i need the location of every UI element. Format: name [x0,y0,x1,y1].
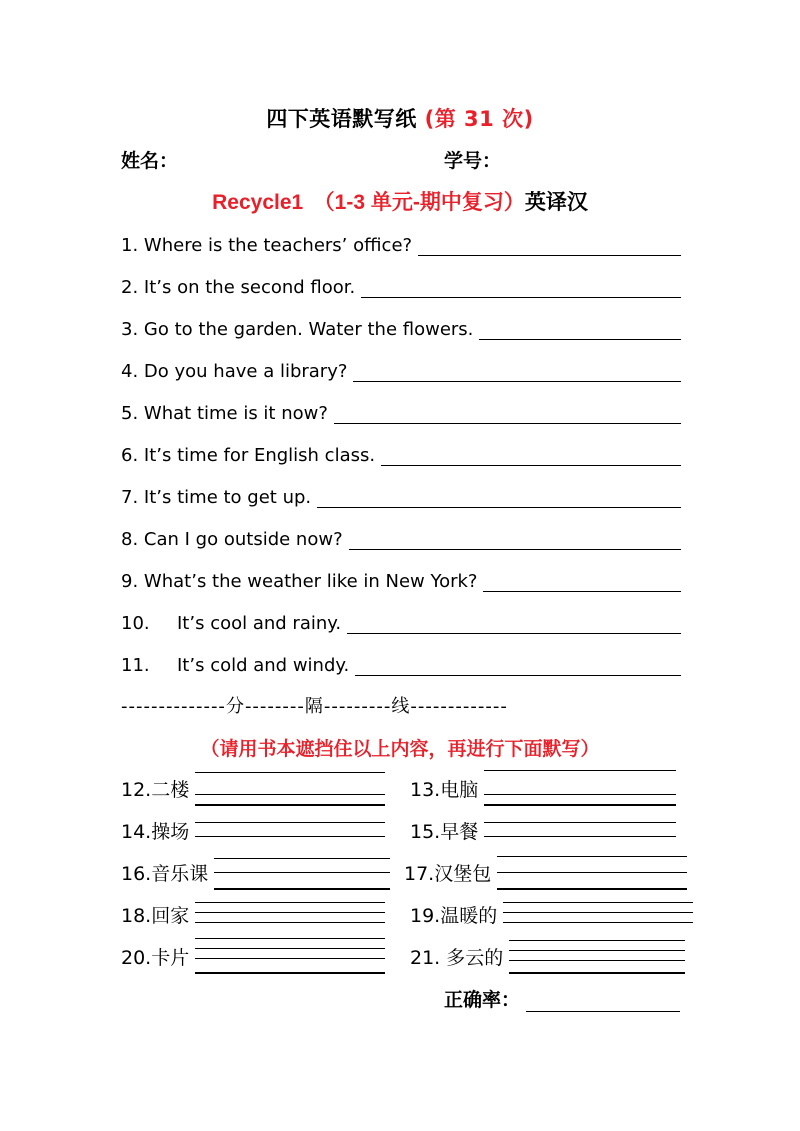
question-row-7 [121,482,681,508]
section-title-red: Recycle1 （1-3 单元-期中复习） [212,191,525,214]
question-text: It’s cool and rainy. [177,613,342,634]
question-row-10 [121,608,681,634]
vocab-item-20 [121,934,385,978]
accuracy-row [444,986,680,1012]
question-text: It’s time for English class. [143,445,376,466]
title-main: 四下英语默写纸 [266,107,417,131]
answer-lines[interactable] [484,766,676,810]
answer-line[interactable] [349,529,681,550]
vocab-label: 21. 多云的 [410,946,504,969]
section-title-black: 英译汉 [524,190,588,214]
title-suffix: (第 31 次) [424,107,534,131]
question-text: It’s cold and windy. [177,655,350,676]
question-row-5 [121,398,681,424]
answer-lines[interactable] [484,808,676,852]
question-number: 5. [121,403,139,424]
student-id-label: 学号： [444,150,502,172]
vocab-label: 19.温暖的 [410,904,498,927]
question-number: 7. [121,487,139,508]
question-text: What’s the weather like in New York? [143,571,478,592]
question-number: 2. [121,277,139,298]
accuracy-label: 正确率： [444,989,521,1011]
question-text: Where is the teachers’ office? [143,235,413,256]
question-text: Can I go outside now? [143,529,343,550]
vocab-label: 13.电脑 [410,778,479,801]
section-title [0,186,800,216]
vocab-label: 16.音乐课 [121,862,209,885]
answer-line[interactable] [479,319,681,340]
question-row-11 [121,650,681,676]
divider-char-fen: 分 [225,696,245,717]
answer-line[interactable] [347,613,681,634]
question-row-3 [121,314,681,340]
vocab-label: 15.早餐 [410,820,479,843]
vocab-item-18 [121,892,385,936]
divider-char-xian: 线 [391,696,411,717]
question-number: 4. [121,361,139,382]
answer-lines[interactable] [195,892,385,936]
question-number: 8. [121,529,139,550]
answer-line[interactable] [317,487,681,508]
question-text: Go to the garden. Water the flowers. [143,319,474,340]
vocab-item-17 [404,850,687,894]
answer-line[interactable] [381,445,681,466]
vocab-item-14 [121,808,385,852]
question-number: 3. [121,319,139,340]
vocab-item-12 [121,766,385,810]
answer-line[interactable] [483,571,681,592]
accuracy-input-line[interactable] [526,991,680,1012]
vocab-label: 18.回家 [121,904,190,927]
vocab-item-13 [410,766,676,810]
answer-lines[interactable] [195,766,385,810]
page-title [0,103,800,133]
answer-lines[interactable] [214,850,390,894]
question-text: Do you have a library? [143,361,348,382]
question-row-8 [121,524,681,550]
vocab-label: 17.汉堡包 [404,862,492,885]
question-number: 10. [121,613,150,634]
vocab-label: 20.卡片 [121,946,190,969]
question-row-2 [121,272,681,298]
answer-lines[interactable] [195,934,385,978]
answer-line[interactable] [355,655,681,676]
question-text: It’s on the second floor. [143,277,356,298]
question-row-4 [121,356,681,382]
question-number: 6. [121,445,139,466]
vocab-item-16 [121,850,390,894]
answer-line[interactable] [353,361,681,382]
question-text: What time is it now? [143,403,328,424]
question-row-9 [121,566,681,592]
question-text: It’s time to get up. [143,487,312,508]
name-label: 姓名： [121,150,179,172]
vocab-item-15 [410,808,676,852]
divider-char-ge: 隔 [304,696,324,717]
question-number: 9. [121,571,139,592]
vocab-label: 14.操场 [121,820,190,843]
answer-lines[interactable] [503,892,693,936]
answer-lines[interactable] [195,808,385,852]
question-row-1 [121,230,681,256]
vocab-item-21 [410,934,685,978]
answer-line[interactable] [361,277,681,298]
vocab-item-19 [410,892,693,936]
answer-lines[interactable] [509,934,685,978]
question-number: 11. [121,655,150,676]
cut-divider-line: --------------分--------隔---------线------------- [121,696,508,717]
answer-line[interactable] [418,235,681,256]
answer-line[interactable] [334,403,681,424]
answer-lines[interactable] [497,850,687,894]
cover-notice: （请用书本遮挡住以上内容，再进行下面默写） [200,738,600,760]
vocab-label: 12.二楼 [121,778,190,801]
question-number: 1. [121,235,139,256]
question-row-6 [121,440,681,466]
